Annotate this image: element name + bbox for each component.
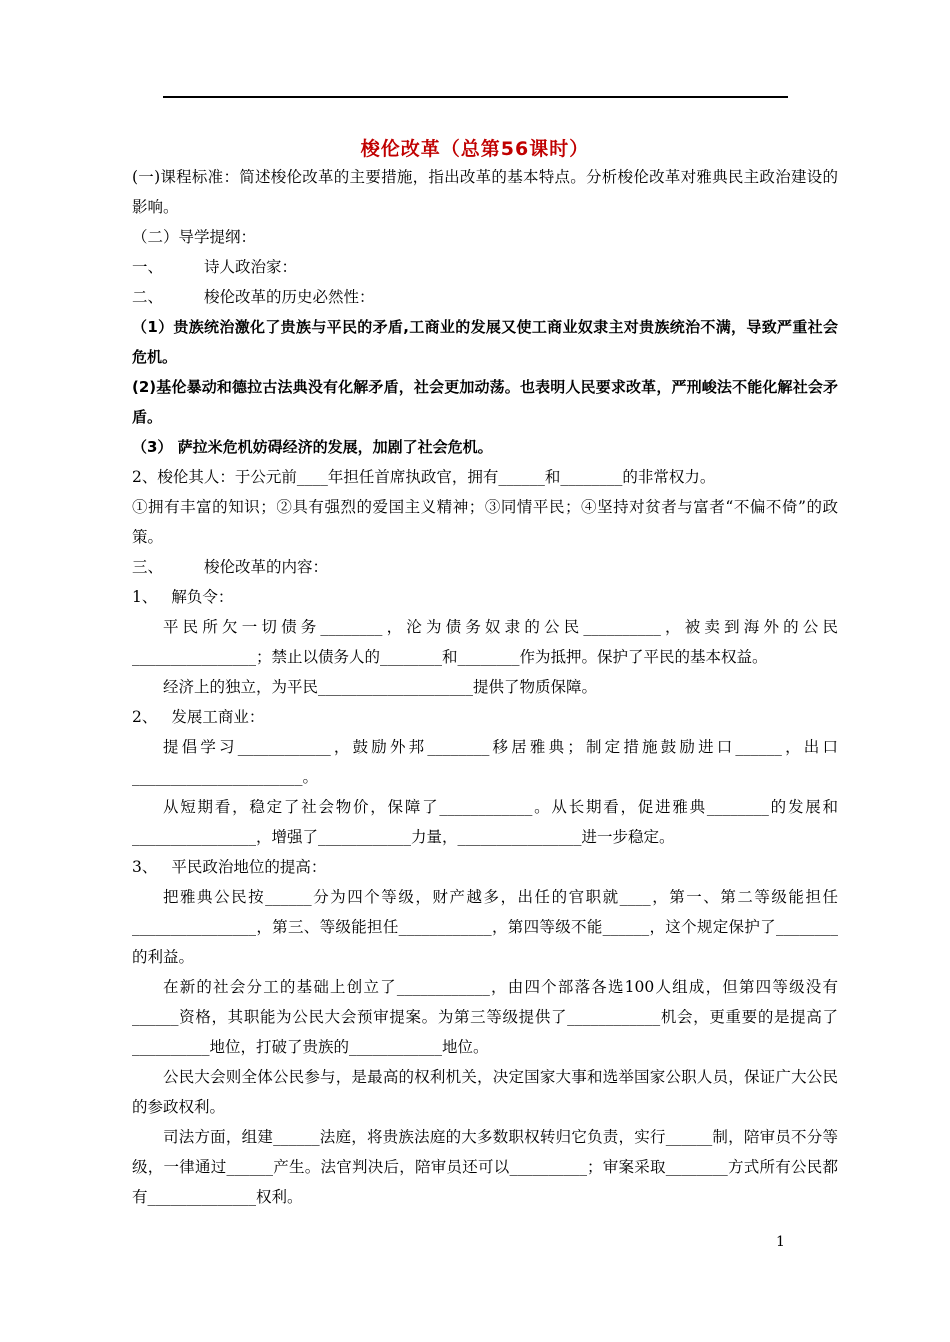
section-label: 梭伦改革的历史必然性： bbox=[204, 288, 375, 306]
solon-traits: ①拥有丰富的知识；②具有强烈的爱国主义精神；③同情平民；④坚持对贫者与富者“不偏不倚”的政策。 bbox=[132, 498, 838, 546]
solon-intro: 2、梭伦其人：于公元前____年担任首席执政官，拥有______和________的非常权力。 bbox=[132, 468, 716, 486]
subsection-number: 2、 bbox=[132, 708, 158, 726]
subsection-3 bbox=[132, 852, 838, 882]
subsection-label: 平民政治地位的提高： bbox=[171, 858, 327, 876]
section-label: 梭伦改革的内容： bbox=[204, 558, 329, 576]
reason-1: （1）贵族统治激化了贵族与平民的矛盾,工商业的发展又使工商业奴隶主对贵族统治不满，导致严重社会危机。 bbox=[132, 318, 838, 366]
subsection-label: 发展工商业： bbox=[171, 708, 265, 726]
assembly-paragraph: 公民大会则全体公民参与，是最高的权利机关，决定国家大事和选举国家公职人员，保证广大公民的参政权利。 bbox=[132, 1068, 838, 1116]
section-number: 一、 bbox=[132, 258, 164, 276]
subsection-1 bbox=[132, 582, 838, 612]
curriculum-standard: (一)课程标准：简述梭伦改革的主要措施，指出改革的基本特点。分析梭伦改革对雅典民主政治建设的影响。 bbox=[132, 168, 838, 216]
commerce-effect-paragraph: 从短期看，稳定了社会物价，保障了____________。从长期看，促进雅典________的发展和________________，增强了____________力量，________________进一步稳定。 bbox=[132, 798, 838, 846]
council-paragraph: 在新的社会分工的基础上创立了____________，由四个部落各选100人组成，但第四等级没有______资格，其职能为公民大会预审提案。为第三等级提供了____________机会，更重要的是提高了__________地位，打破了贵族的____________地位。 bbox=[132, 978, 838, 1056]
section-3 bbox=[132, 552, 838, 582]
subsection-number: 3、 bbox=[132, 858, 158, 876]
document-body bbox=[132, 162, 838, 1212]
property-class-paragraph: 把雅典公民按______分为四个等级，财产越多，出任的官职就____，第一、第二等级能担任________________，第三、等级能担任____________，第四等级不能______，这个规定保护了________的利益。 bbox=[132, 888, 838, 966]
section-label: 诗人政治家： bbox=[204, 258, 298, 276]
header-rule bbox=[163, 96, 788, 98]
page-title: 梭伦改革（总第56课时） bbox=[360, 138, 590, 160]
outline-heading: （二）导学提纲： bbox=[132, 228, 257, 246]
section-number: 三、 bbox=[132, 558, 164, 576]
commerce-paragraph: 提倡学习____________，鼓励外邦________移居雅典；制定措施鼓励进口______，出口______________________。 bbox=[132, 738, 838, 786]
reason-3: （3） 萨拉米危机妨碍经济的发展，加剧了社会危机。 bbox=[132, 438, 493, 456]
subsection-number: 1、 bbox=[132, 588, 158, 606]
subsection-2 bbox=[132, 702, 838, 732]
judicial-paragraph: 司法方面，组建______法庭，将贵族法庭的大多数职权转归它负责，实行______制，陪审员不分等级，一律通过______产生。法官判决后，陪审员还可以__________；审案采取________方式所有公民都有______________权利。 bbox=[132, 1128, 838, 1206]
section-2 bbox=[132, 282, 838, 312]
section-number: 二、 bbox=[132, 288, 164, 306]
subsection-label: 解负令： bbox=[171, 588, 234, 606]
debt-relief-paragraph: 平民所欠一切债务________，沦为债务奴隶的公民__________，被卖到海外的公民________________；禁止以债务人的________和________作为抵押。保护了平民的基本权益。 bbox=[132, 618, 838, 666]
reason-2: (2)基伦暴动和德拉古法典没有化解矛盾，社会更加动荡。也表明人民要求改革，严刑峻法不能化解社会矛盾。 bbox=[132, 378, 838, 426]
section-1 bbox=[132, 252, 838, 282]
page-number: 1 bbox=[776, 1234, 785, 1250]
economic-independence-paragraph: 经济上的独立，为平民____________________提供了物质保障。 bbox=[163, 678, 598, 696]
